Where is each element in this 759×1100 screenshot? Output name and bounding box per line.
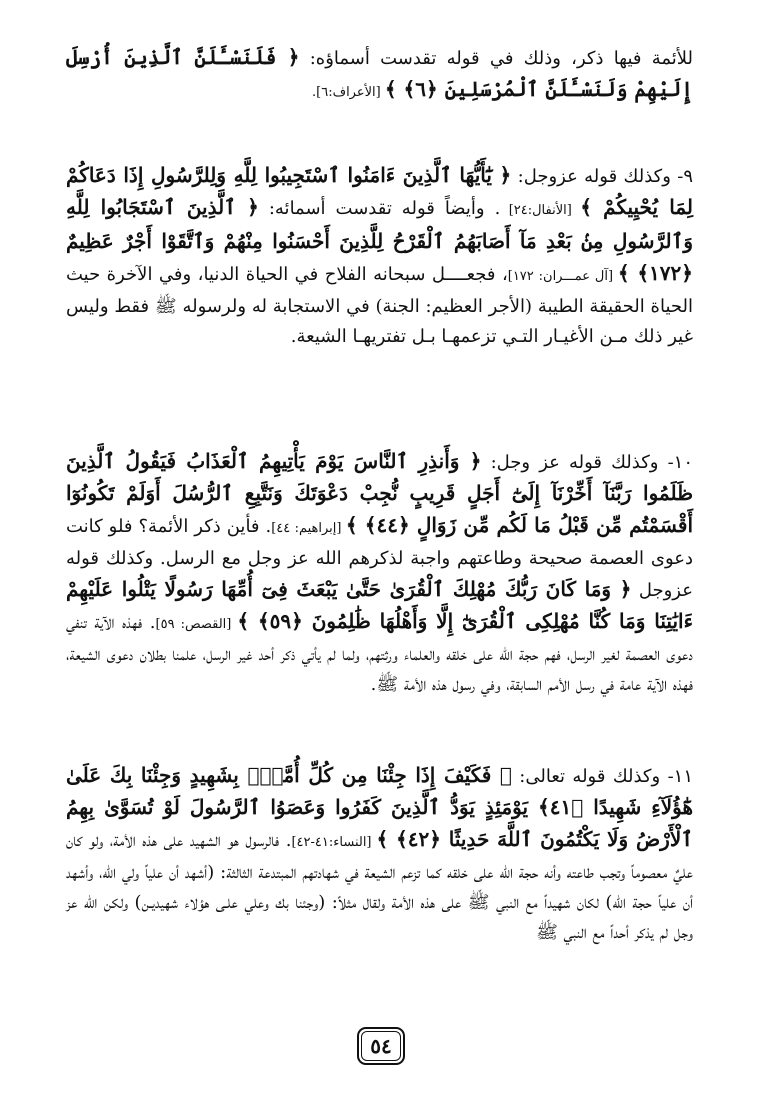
paragraph-text: للأئمة فيها ذكر، وذلك في قوله تقدست أسماؤه: <box>299 48 694 69</box>
verse-reference: [الأعراف:٦]. <box>312 85 385 100</box>
verse-reference: [إبراهيم: ٤٤] <box>271 521 346 536</box>
paragraph-text: ، فجعــــل سبحانه الفلاح في الحياة الدنيا، وفي الآخرة حيث الحياة الحقيقة الطيبة (الأجر العظيم: الجنة) في الاستجابة له ولرسوله ﷺ فقط وليس غير ذلك مـن الأغيـار التـي تزعمهـا بـل تفتريهـا الشيعة. <box>66 264 693 347</box>
quran-verse: ﴿ وَمَا كَانَ رَبُّكَ مُهْلِكَ ٱلْقُرَىٰ حَتَّىٰ يَبْعَثَ فِىٓ أُمِّهَا رَسُولًا يَتْلُوا عَلَيْهِمْ ءَايَٰتِنَا وَمَا كُنَّا مُهْلِكِى ٱلْقُرَىٰٓ إِلَّا وَأَهْلُهَا ظَٰلِمُونَ ﴿٥٩﴾ ﴾ <box>66 577 693 633</box>
verse-reference: [النساء:٤١-٤٢] <box>291 835 377 850</box>
paragraph-text: . وأيضاً قوله تقدست أسمائه: <box>258 198 501 219</box>
quran-verse: ﴿ فَلَنَسْـَٔلَنَّ ٱلَّذِينَ أُرْسِلَ إِلَيْهِمْ وَلَنَسْـَٔلَنَّ ٱلْمُرْسَلِينَ ﴿٦﴾ ﴾ <box>66 45 693 101</box>
paragraph-4 <box>66 760 693 948</box>
verse-reference: [آل عمـــران: ١٧٢] <box>507 269 618 284</box>
quran-verse: ﴿ فَكَيْفَ إِذَا جِئْنَا مِن كُلِّ أُمَّةٍۭ بِشَهِيدٍ وَجِئْنَا بِكَ عَلَىٰ هَٰٓؤُلَآءِ شَهِيدًا ﴿٤١﴾ يَوْمَئِذٍ يَوَدُّ ٱلَّذِينَ كَفَرُوا وَعَصَوُا ٱلرَّسُولَ لَوْ تُسَوَّىٰ بِهِمُ ٱلْأَرْضُ وَلَا يَكْتُمُونَ ٱللَّهَ حَدِيثًا ﴿٤٢﴾ ﴾ <box>66 763 693 851</box>
verse-reference: [القصص: ٥٩] <box>155 617 238 632</box>
paragraph-text: ١٠- وكذلك قوله عز وجل: <box>481 452 693 473</box>
paragraph-1 <box>66 42 693 108</box>
paragraph-3 <box>66 446 693 700</box>
paragraph-text: . فالرسول هو الشهيد على هذه الأمة، ولو كان عليٌ معصوماً وتجب طاعته وأنه حجة الله على خلقه كما تزعم الشيعة في شهادتهم المبتدعة الثالثة: (أشهد أن علياً ولي الله، وأشهد أن علياً حجة الله) لكان شهيداً مع النبي ﷺ على هذه الأمة ولقال مثلاً: (وجئنا بك وعلي علـى هؤلاء شهيديـن) ولكن الله عز وجل لم يذكر أحداً مع النبي ﷺ <box>66 830 693 943</box>
paragraph-text: ٩- وكذلك قوله عزوجل: <box>511 166 694 187</box>
paragraph-text: . فأين ذكر الأئمة؟ فلو كانت دعوى العصمة صحيحة وطاعتهم واجبة لذكرهم الله عز وجل مع الرسل. وكذلك قوله عزوجل <box>66 516 693 601</box>
paragraph-2 <box>66 160 693 352</box>
verse-reference: [الأنفال:٢٤] <box>500 203 581 218</box>
quran-verse: ﴿ وَأَنذِرِ ٱلنَّاسَ يَوْمَ يَأْتِيهِمُ ٱلْعَذَابُ فَيَقُولُ ٱلَّذِينَ ظَلَمُوا رَبَّنَآ أَخِّرْنَآ إِلَىٰٓ أَجَلٍ قَرِيبٍ نُّجِبْ دَعْوَتَكَ وَنَتَّبِعِ ٱلرُّسُلَ أَوَلَمْ تَكُونُوٓا أَقْسَمْتُم مِّن قَبْلُ مَا لَكُم مِّن زَوَالٍ ﴿٤٤﴾ ﴾ <box>66 449 694 537</box>
paragraph-text: . فهذه الآية تنفي دعوى العصمة لغير الرسل، فهم حجة الله على خلقه والعلماء ورثتهم، ولما لم يأتي ذكر أحد غير الرسل، علمنا بطلان دعوى الشيعة، فهذه الآية عامة في رسل الأمم السابقة، وفي رسول هذه الأمة ﷺ. <box>66 612 693 695</box>
quran-verse: ﴿ ٱلَّذِينَ ٱسْتَجَابُوا لِلَّهِ وَٱلرَّسُولِ مِنۢ بَعْدِ مَآ أَصَابَهُمُ ٱلْقَرْحُ لِلَّذِينَ أَحْسَنُوا مِنْهُمْ وَٱتَّقَوْا أَجْرٌ عَظِيمٌ ﴿١٧٢﴾ ﴾ <box>66 195 693 285</box>
page-number: ٥٤ <box>357 1027 405 1065</box>
quran-verse: ﴿ يَٰٓأَيُّهَا ٱلَّذِينَ ءَامَنُوا ٱسْتَجِيبُوا لِلَّهِ وَلِلرَّسُولِ إِذَا دَعَاكُمْ لِمَا يُحْيِيكُمْ ﴾ <box>66 163 693 219</box>
paragraph-text: ١١- وكذلك قوله تعالى: <box>511 766 693 787</box>
